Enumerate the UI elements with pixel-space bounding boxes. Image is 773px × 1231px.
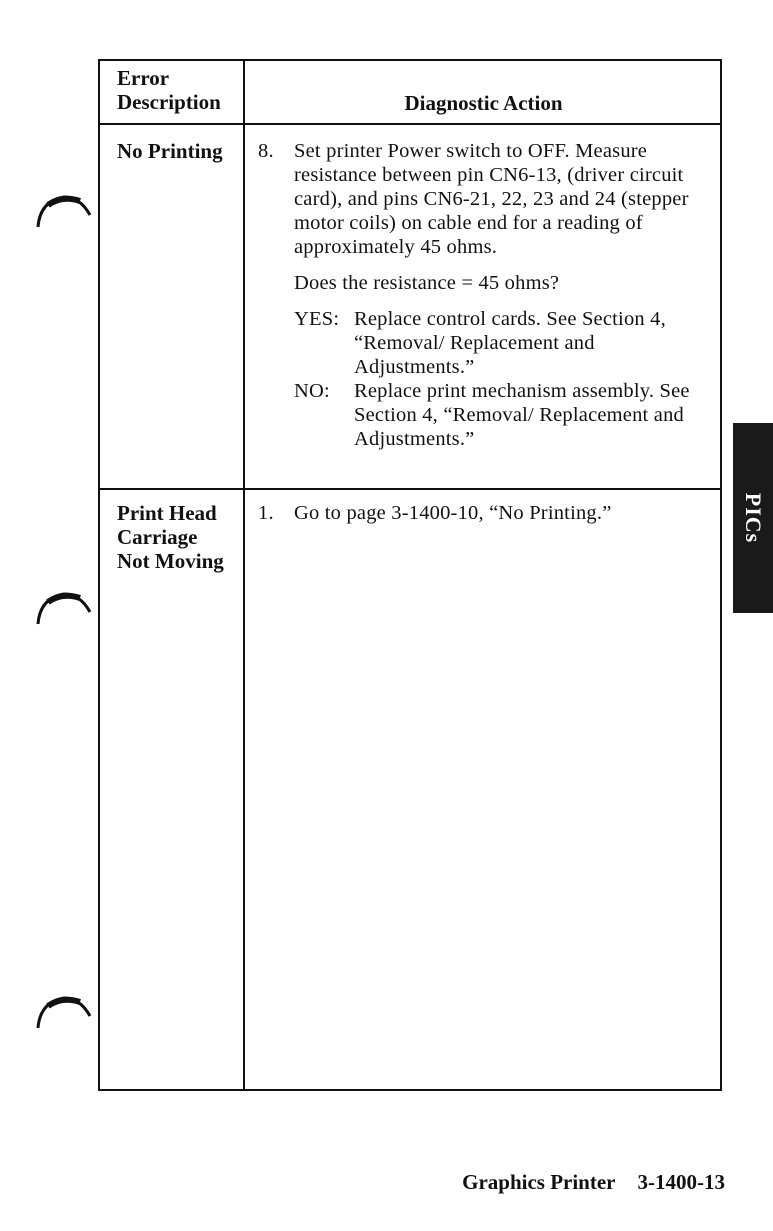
- binder-hole-bottom: [34, 994, 92, 1030]
- column-divider: [243, 61, 245, 1089]
- no-text: Replace print mechanism assembly. See Section 4, “Removal/ Replacement and Adjustments.”: [354, 380, 690, 450]
- step-number: 8.: [258, 140, 274, 162]
- binder-hole-middle: [34, 590, 92, 626]
- section-tab-label: PICs: [741, 492, 766, 544]
- step-question: Does the resistance = 45 ohms?: [294, 272, 560, 294]
- error-print-head-carriage: Print Head Carriage Not Moving: [117, 501, 224, 573]
- header-diagnostic-action: Diagnostic Action: [404, 91, 563, 115]
- no-label: NO:: [294, 380, 330, 402]
- footer-title: Graphics Printer: [462, 1170, 616, 1194]
- header-divider: [100, 123, 720, 125]
- yes-answer: [294, 307, 719, 379]
- no-answer: [294, 379, 719, 451]
- step-number: 1.: [258, 502, 274, 524]
- page-footer: [462, 1170, 725, 1195]
- step-instruction: Go to page 3-1400-10, “No Printing.”: [294, 502, 612, 524]
- header-error-description: Error Description: [117, 66, 221, 114]
- footer-page-number: 3-1400-13: [637, 1170, 725, 1194]
- diagnostic-table: [98, 59, 722, 1091]
- step-instruction: Set printer Power switch to OFF. Measure resistance between pin CN6-13, (driver circuit card), and pins CN6-21, 22, 23 and 24 (stepper motor coils) on cable end for a reading of approximately 45 ohms.: [294, 140, 689, 258]
- section-tab-pics: [733, 423, 773, 613]
- row-divider: [100, 488, 720, 490]
- yes-text: Replace control cards. See Section 4, “Removal/ Replacement and Adjustments.”: [354, 308, 666, 378]
- yes-label: YES:: [294, 308, 340, 330]
- binder-hole-top: [34, 193, 92, 229]
- error-no-printing: No Printing: [117, 139, 223, 163]
